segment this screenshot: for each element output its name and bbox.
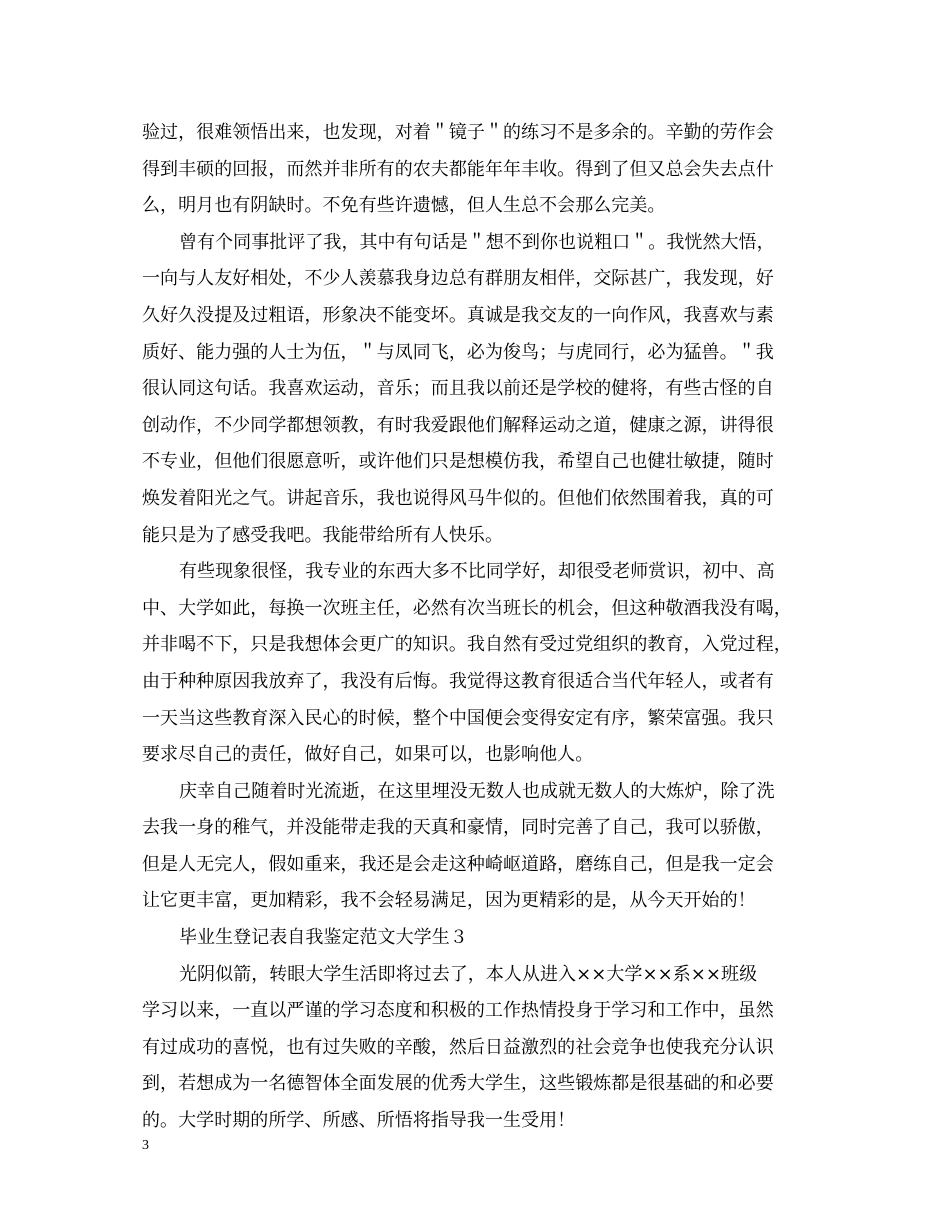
text-line: 很认同这句话。我喜欢运动，音乐；而且我以前还是学校的健将，有些古怪的自 bbox=[142, 378, 774, 400]
text-line: 验过，很难领悟出来，也发现，对着＂镜子＂的练习不是多余的。辛勤的劳作会 bbox=[142, 122, 774, 143]
text-line: 的。大学时期的所学、所感、所悟将指导我一生受用！ bbox=[142, 1110, 576, 1132]
text-line: 有过成功的喜悦，也有过失败的辛酸，然后日益激烈的社会竞争也使我充分认识 bbox=[142, 1036, 774, 1058]
text-line: 由于种种原因我放弃了，我没有后悔。我觉得这教育很适合当代年轻人，或者有 bbox=[142, 670, 774, 692]
text-line: 么，明月也有阴缺时。不免有些许遗憾，但人生总不会那么完美。 bbox=[142, 195, 666, 217]
paragraph-start-line: 光阴似箭，转眼大学生活即将过去了，本人从进入××大学××系××班级 bbox=[179, 963, 758, 985]
text-line: 一天当这些教育深入民心的时候，整个中国便会变得安定有序，繁荣富强。我只 bbox=[142, 707, 774, 729]
text-line: 到，若想成为一名德智体全面发展的优秀大学生，这些锻炼都是很基础的和必要 bbox=[142, 1073, 774, 1095]
text-line: 但是人无完人，假如重来，我还是会走这种崎岖道路，磨练自己，但是我一定会 bbox=[142, 853, 774, 875]
text-line: 不专业，但他们很愿意听，或许他们只是想模仿我，希望自己也健壮敏捷，随时 bbox=[142, 451, 774, 473]
page-number: 3 bbox=[142, 1138, 149, 1153]
text-line: 要求尽自己的责任，做好自己，如果可以，也影响他人。 bbox=[142, 744, 594, 766]
text-line: 创动作，不少同学都想领教，有时我爱跟他们解释运动之道，健康之源，讲得很 bbox=[142, 414, 774, 436]
text-line: 得到丰硕的回报，而然并非所有的农夫都能年年丰收。得到了但又总会失去点什 bbox=[142, 158, 774, 180]
text-line: 久好久没提及过粗语，形象决不能变坏。真诚是我交友的一向作风，我喜欢与素 bbox=[142, 304, 774, 326]
text-line: 一向与人友好相处，不少人羡慕我身边总有群朋友相伴，交际甚广，我发现，好 bbox=[142, 268, 774, 290]
paragraph-start-line: 有些现象很怪，我专业的东西大多不比同学好，却很受老师赏识，初中、高 bbox=[179, 561, 775, 583]
text-line: 中、大学如此，每换一次班主任，必然有次当班长的机会，但这种敬酒我没有喝， bbox=[142, 597, 792, 619]
text-line: 焕发着阳光之气。讲起音乐，我也说得风马牛似的。但他们依然围着我，真的可 bbox=[142, 487, 774, 509]
text-line: 质好、能力强的人士为伍，＂与凤同飞，必为俊鸟；与虎同行，必为猛兽。＂我 bbox=[142, 341, 774, 363]
paragraph-start-line: 庆幸自己随着时光流逝，在这里埋没无数人也成就无数人的大炼炉，除了洗 bbox=[179, 780, 775, 802]
text-line: 学习以来，一直以严谨的学习态度和积极的工作热情投身于学习和工作中，虽然 bbox=[142, 1000, 774, 1022]
text-line: 去我一身的稚气，并没能带走我的天真和豪情，同时完善了自己，我可以骄傲， bbox=[142, 817, 774, 839]
document-body bbox=[142, 115, 809, 1140]
paragraph-start-line: 曾有个同事批评了我，其中有句话是＂想不到你也说粗口＂。我恍然大悟， bbox=[179, 231, 775, 253]
text-line: 让它更丰富，更加精彩，我不会轻易满足，因为更精彩的是，从今天开始的！ bbox=[142, 890, 756, 912]
section-heading-line: 毕业生登记表自我鉴定范文大学生３ bbox=[179, 927, 468, 949]
text-line: 能只是为了感受我吧。我能带给所有人快乐。 bbox=[142, 524, 503, 546]
text-line: 并非喝不下，只是我想体会更广的知识。我自然有受过党组织的教育，入党过程， bbox=[142, 634, 792, 656]
